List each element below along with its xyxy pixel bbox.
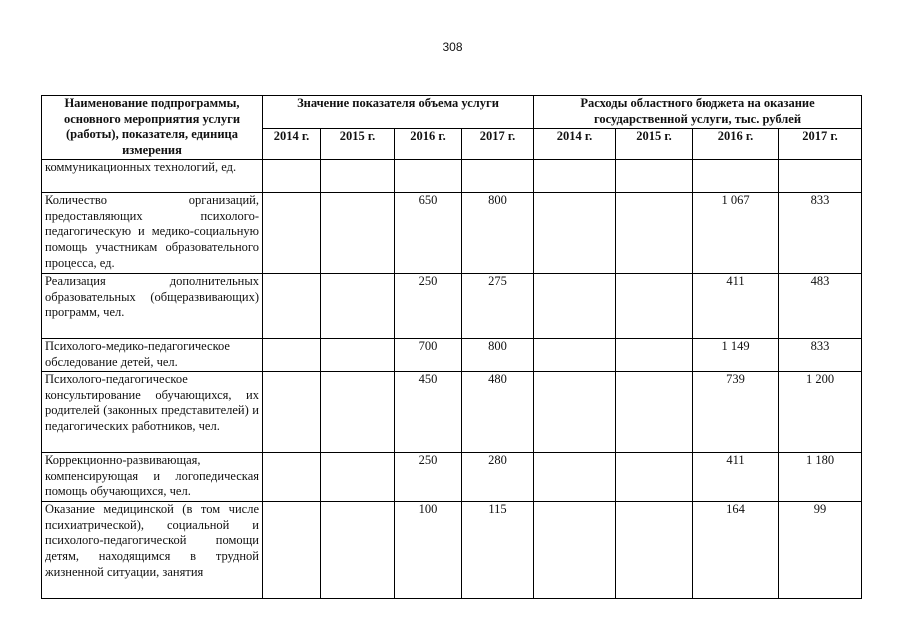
header-name-column: Наименование подпрограммы, основного мероприятия услуги (работы), показателя, единица измерения [42,96,263,160]
cell-volume-2017: 800 [462,338,534,371]
cell-budget-2016: 164 [693,501,779,598]
cell-volume-2016: 250 [395,273,462,338]
cell-budget-2016 [693,159,779,192]
row-name: Оказание медицинской (в том числе психиатрической), социальной и психолого-педагогической помощи детям, находящимся в трудной жизненной ситуации, занятия [42,501,263,598]
cell-budget-2015 [616,338,693,371]
cell-volume-2014 [263,371,321,452]
cell-volume-2015 [321,452,395,501]
table-row [42,371,862,452]
cell-budget-2014 [534,371,616,452]
cell-budget-2014 [534,273,616,338]
cell-budget-2015 [616,452,693,501]
row-name: Количество организаций, предоставляющих психолого-педагогическую и медико-социальную помощь участникам образовательного процесса, ед. [42,192,263,273]
cell-budget-2015 [616,273,693,338]
cell-volume-2014 [263,192,321,273]
cell-volume-2014 [263,159,321,192]
cell-volume-2017: 480 [462,371,534,452]
cell-volume-2015 [321,159,395,192]
header-year: 2017 г. [779,128,862,159]
cell-volume-2016 [395,159,462,192]
row-name: Коррекционно-развивающая, компенсирующая и логопедическая помощь обучающихся, чел. [42,452,263,501]
table-row [42,338,862,371]
row-name: Психолого-медико-педагогическое обследование детей, чел. [42,338,263,371]
table-row [42,159,862,192]
cell-budget-2017: 99 [779,501,862,598]
cell-budget-2017: 1 200 [779,371,862,452]
cell-volume-2014 [263,501,321,598]
table-row [42,501,862,598]
table-row [42,273,862,338]
header-year: 2015 г. [321,128,395,159]
cell-volume-2015 [321,338,395,371]
header-year: 2016 г. [395,128,462,159]
table-row [42,192,862,273]
cell-volume-2016: 700 [395,338,462,371]
cell-budget-2016: 411 [693,452,779,501]
cell-budget-2014 [534,501,616,598]
cell-volume-2017: 800 [462,192,534,273]
cell-budget-2017: 1 180 [779,452,862,501]
cell-budget-2017: 483 [779,273,862,338]
cell-volume-2015 [321,501,395,598]
header-volume-group: Значение показателя объема услуги [263,96,534,129]
row-name: Психолого-педагогическое консультирование обучающихся, их родителей (законных представителей) и педагогических работников, чел. [42,371,263,452]
header-year: 2016 г. [693,128,779,159]
cell-budget-2016: 1 149 [693,338,779,371]
cell-budget-2015 [616,192,693,273]
cell-budget-2016: 1 067 [693,192,779,273]
cell-volume-2017: 275 [462,273,534,338]
cell-volume-2014 [263,273,321,338]
cell-budget-2014 [534,452,616,501]
table-row [42,452,862,501]
cell-budget-2015 [616,159,693,192]
header-year: 2015 г. [616,128,693,159]
cell-volume-2015 [321,371,395,452]
cell-volume-2016: 650 [395,192,462,273]
cell-volume-2017: 115 [462,501,534,598]
cell-budget-2015 [616,371,693,452]
header-year: 2014 г. [263,128,321,159]
row-name: коммуникационных технологий, ед. [42,159,263,192]
cell-budget-2016: 739 [693,371,779,452]
cell-volume-2014 [263,338,321,371]
cell-budget-2014 [534,192,616,273]
cell-budget-2016: 411 [693,273,779,338]
cell-budget-2014 [534,159,616,192]
cell-budget-2014 [534,338,616,371]
budget-table [41,95,862,599]
cell-volume-2015 [321,273,395,338]
cell-budget-2015 [616,501,693,598]
cell-volume-2017 [462,159,534,192]
row-name: Реализация дополнительных образовательных (общеразвивающих) программ, чел. [42,273,263,338]
cell-volume-2015 [321,192,395,273]
cell-volume-2016: 250 [395,452,462,501]
cell-volume-2016: 450 [395,371,462,452]
cell-budget-2017: 833 [779,338,862,371]
cell-volume-2016: 100 [395,501,462,598]
cell-volume-2014 [263,452,321,501]
header-budget-group: Расходы областного бюджета на оказание государственной услуги, тыс. рублей [534,96,862,129]
header-year: 2017 г. [462,128,534,159]
page-number: 308 [442,40,463,54]
cell-budget-2017: 833 [779,192,862,273]
cell-volume-2017: 280 [462,452,534,501]
header-year: 2014 г. [534,128,616,159]
cell-budget-2017 [779,159,862,192]
